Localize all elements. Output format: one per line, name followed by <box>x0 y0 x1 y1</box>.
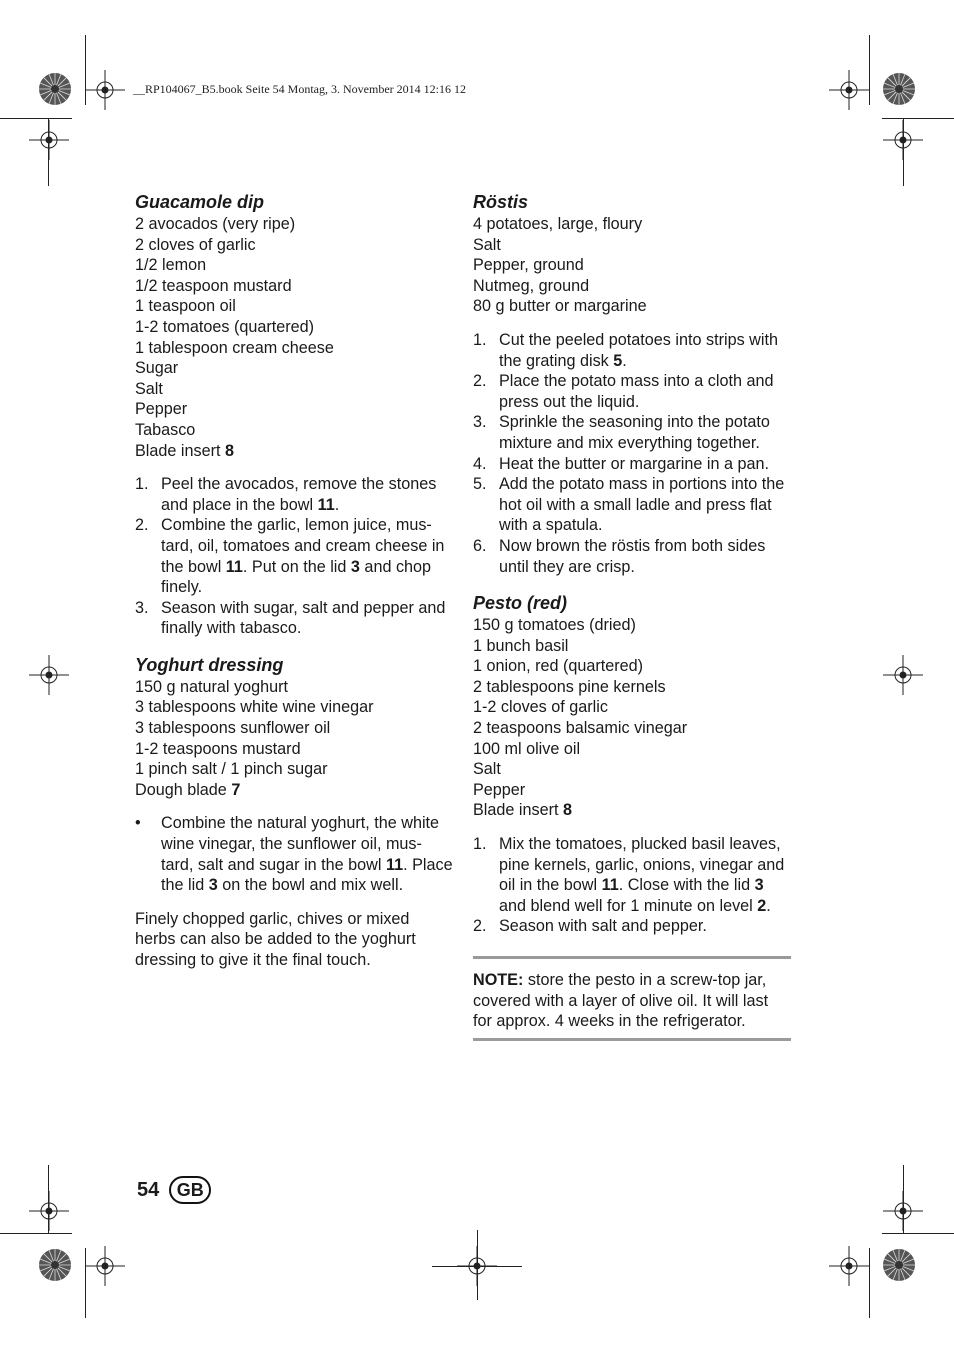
ingredient: 1/2 teaspoon mustard <box>135 276 292 295</box>
blade-label: Blade insert <box>135 441 225 460</box>
step-text: Cut the peeled potatoes into strips with the grating disk <box>499 330 778 370</box>
ingredient: Salt <box>135 379 163 398</box>
part-ref: 2 <box>757 896 767 915</box>
crosshair-icon <box>829 1246 869 1286</box>
trim-line <box>869 1248 870 1318</box>
trim-line <box>882 1233 954 1234</box>
guacamole-steps <box>135 474 453 639</box>
blade-number: 8 <box>224 441 234 460</box>
step <box>473 834 791 916</box>
ingredient: 1-2 teaspoons mustard <box>135 739 301 758</box>
trim-line <box>0 1233 72 1234</box>
step-number: 4. <box>473 454 487 473</box>
crosshair-icon <box>85 1246 125 1286</box>
step-text: Mix the tomatoes, plucked basil leaves, pine kernels, garlic, onions, vinegar and oil in the bowl <box>499 835 785 895</box>
ingredient: Nutmeg, ground <box>473 276 590 295</box>
step <box>135 598 453 639</box>
ingredient: 3 tablespoons white wine vinegar <box>135 698 374 717</box>
step-text: Place the potato mass into a cloth and press out the liquid. <box>499 372 774 411</box>
step-text: . <box>334 495 340 514</box>
file-header: __RP104067_B5.book Seite 54 Montag, 3. November 2014 12:16 12 <box>133 82 466 96</box>
ingredient: 2 cloves of garlic <box>135 235 256 254</box>
rostis-ingredients <box>473 214 791 317</box>
step-text: Heat the butter or margarine in a pan. <box>499 454 769 473</box>
crosshair-icon <box>883 1191 923 1231</box>
blade-number: 8 <box>562 801 572 820</box>
right-column <box>473 190 791 1041</box>
crosshair-icon <box>883 120 923 160</box>
language-badge: GB <box>169 1176 211 1204</box>
step <box>135 813 453 895</box>
ingredient: 150 g tomatoes (dried) <box>473 616 636 635</box>
bullet: • <box>135 814 141 833</box>
step-text: Season with sugar, salt and pepper and finally with tabasco. <box>161 598 446 638</box>
ingredient: 1 teaspoon oil <box>135 297 236 316</box>
ingredient: Salt <box>473 235 501 254</box>
part-ref: 11 <box>601 876 619 895</box>
yoghurt-ingredients <box>135 677 453 801</box>
page-number: 54 <box>137 1178 160 1201</box>
ingredient: 80 g butter or margarine <box>473 297 647 316</box>
ingredient: 150 g natural yoghurt <box>135 677 288 696</box>
step-number: 2. <box>473 917 487 936</box>
ingredient: 1-2 tomatoes (quartered) <box>135 317 315 336</box>
step-text: . <box>622 351 627 370</box>
blade-label: Dough blade <box>135 780 232 799</box>
step-text: and blend well for 1 minute on level <box>499 896 758 915</box>
blade-label: Blade insert <box>473 801 563 820</box>
crosshair-icon <box>29 655 69 695</box>
ingredient: 2 tablespoons pine kernels <box>473 677 666 696</box>
ingredient: 1-2 cloves of garlic <box>473 698 608 717</box>
trim-line <box>477 1230 478 1300</box>
ingredient: Pepper <box>473 780 526 799</box>
step-text: Now brown the röstis from both sides until they are crisp. <box>499 536 766 576</box>
step <box>473 916 791 937</box>
starburst-mark-icon <box>38 72 72 106</box>
starburst-mark-icon <box>38 1248 72 1282</box>
step-text: Peel the avocados, remove the stones and place in the bowl <box>161 475 437 514</box>
step <box>473 330 791 371</box>
step <box>135 515 453 597</box>
page-footer <box>137 1176 211 1204</box>
crosshair-icon <box>29 1191 69 1231</box>
step <box>473 536 791 577</box>
trim-line <box>0 118 72 119</box>
yoghurt-steps <box>135 813 453 895</box>
blade-line <box>135 780 453 801</box>
step-number: 5. <box>473 475 487 494</box>
step-text: Combine the garlic, lemon juice, mus-tard, oil, tomatoes and cream cheese in the bowl <box>161 516 445 576</box>
ingredient: 1 bunch basil <box>473 636 569 655</box>
crosshair-icon <box>29 120 69 160</box>
step-number: 1. <box>473 835 487 854</box>
ingredient: Sugar <box>135 359 179 378</box>
step <box>473 454 791 475</box>
step <box>473 474 791 536</box>
step-text: . Close with the lid <box>618 876 755 895</box>
part-ref: 3 <box>754 876 764 895</box>
pesto-steps <box>473 834 791 937</box>
step-number: 6. <box>473 536 487 555</box>
crosshair-icon <box>829 70 869 110</box>
step-number: 1. <box>473 330 487 349</box>
blade-line <box>473 800 791 821</box>
ingredient: 1 onion, red (quartered) <box>473 657 644 676</box>
ingredient: 100 ml olive oil <box>473 739 581 758</box>
rostis-steps <box>473 330 791 577</box>
step-text: on the bowl and mix well. <box>217 876 404 895</box>
trim-line <box>882 118 954 119</box>
part-ref: 5 <box>613 351 623 370</box>
starburst-mark-icon <box>882 1248 916 1282</box>
step-text: and chop finely. <box>161 557 432 597</box>
step <box>135 474 453 515</box>
crosshair-icon <box>85 70 125 110</box>
step <box>473 371 791 412</box>
step-number: 2. <box>135 516 149 535</box>
ingredient: 4 potatoes, large, floury <box>473 215 643 233</box>
step-text: . Place the lid <box>161 855 453 895</box>
left-column <box>135 190 453 971</box>
pesto-title: Pesto (red) <box>473 593 568 614</box>
note-box <box>473 956 791 1041</box>
yoghurt-title: Yoghurt dressing <box>135 654 284 675</box>
step-text: . Put on the lid <box>242 557 351 576</box>
part-ref: 3 <box>350 557 360 576</box>
note-text: store the pesto in a screw-top jar, covered with a layer of olive oil. It will last for approx. 4 weeks in the refrigerator. <box>473 971 769 1031</box>
starburst-mark-icon <box>882 72 916 106</box>
trim-line <box>869 35 870 105</box>
ingredient: 1/2 lemon <box>135 256 207 275</box>
part-ref: 11 <box>385 855 404 874</box>
ingredient: 2 teaspoons balsamic vinegar <box>473 719 688 738</box>
guacamole-title: Guacamole dip <box>135 192 265 212</box>
guacamole-ingredients <box>135 214 453 461</box>
step-number: 2. <box>473 372 487 391</box>
ingredient: Tabasco <box>135 420 196 439</box>
rostis-title: Röstis <box>473 192 529 212</box>
ingredient: 2 avocados (very ripe) <box>135 215 296 233</box>
ingredient: Pepper <box>135 400 188 419</box>
step-number: 1. <box>135 475 149 494</box>
part-ref: 3 <box>208 876 218 895</box>
ingredient: 1 pinch salt / 1 pinch sugar <box>135 760 328 779</box>
blade-number: 7 <box>231 780 241 799</box>
step-number: 3. <box>473 413 487 432</box>
part-ref: 11 <box>225 557 243 576</box>
ingredient: Pepper, ground <box>473 256 584 275</box>
step-text: Combine the natural yoghurt, the white wine vinegar, the sunflower oil, mus-tard, salt and sugar in the bowl <box>161 814 440 874</box>
pesto-ingredients <box>473 615 791 821</box>
step <box>473 412 791 453</box>
ingredient: 1 tablespoon cream cheese <box>135 338 334 357</box>
note-label: NOTE: <box>473 971 524 989</box>
ingredient: Salt <box>473 760 501 779</box>
yoghurt-tip: Finely chopped garlic, chives or mixed herbs can also be added to the yoghurt dressing to give it the final touch. <box>135 909 416 969</box>
step-text: Add the potato mass in portions into the hot oil with a small ladle and press flat with a spatula. <box>499 475 785 535</box>
crosshair-icon <box>883 655 923 695</box>
ingredient: 3 tablespoons sunflower oil <box>135 719 331 738</box>
part-ref: 11 <box>317 495 335 514</box>
step-text: . <box>766 896 771 915</box>
blade-line <box>135 441 453 462</box>
step-text: Sprinkle the seasoning into the potato mixture and mix everything together. <box>499 413 770 452</box>
step-number: 3. <box>135 598 149 617</box>
step-text: Season with salt and pepper. <box>499 917 707 936</box>
